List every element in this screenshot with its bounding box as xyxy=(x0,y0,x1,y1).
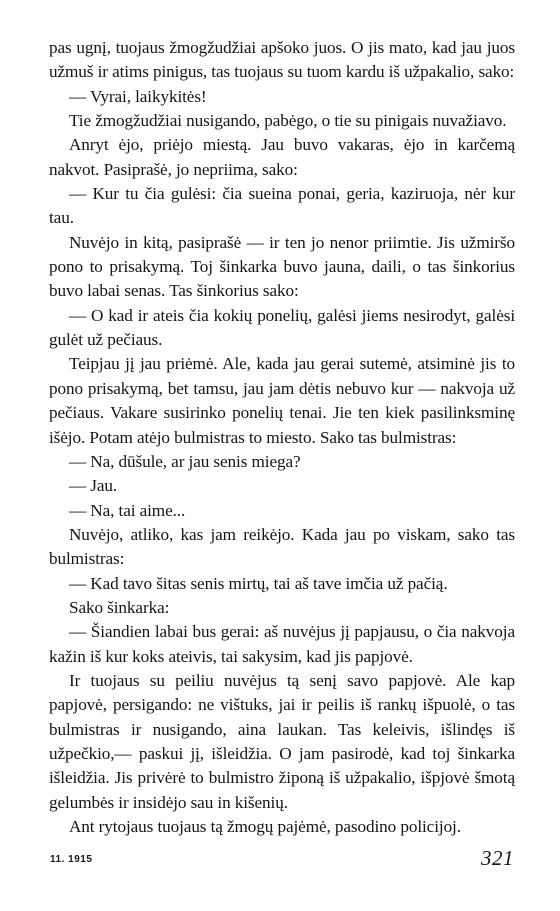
paragraph: — Kur tu čia gulėsi: čia sueina ponai, geria, kaziruoja, nėr kur tau. xyxy=(49,184,515,228)
paragraph: Tie žmogžudžiai nusigando, pabėgo, o tie su pinigais nuvažiavo. xyxy=(69,111,507,131)
paragraph: — O kad ir ateis čia kokių ponelių, galėsi jiems nesirodyt, galėsi gulėt už pečiaus. xyxy=(49,305,515,350)
paragraph: Nuvėjo, atliko, kas jam reikėjo. Kada jau po viskam, sako tas bulmistras: xyxy=(49,524,515,569)
paragraph: — Šiandien labai bus gerai: aš nuvėjus jį papjausu, o čia nakvoja kažin iš kur koks ateivis, tai sakysim, kad jis papjovė. xyxy=(49,622,515,666)
paragraph: Teipjau jį jau priėmė. Ale, kada jau gerai sutemė, atsiminė jis to pono prisakymą, bet tamsu, jau jam dėtis nebuvo kur — nakvoja už pečiaus. Vakare susirinko ponelių tenai. Jie ten kiek pasilinksminę išėjo. Potam atėjo bulmistras to miesto. Sako tas bulmistras: xyxy=(49,354,515,447)
paragraph: — Vyrai, laikykitės! xyxy=(69,86,207,106)
page-number: 321 xyxy=(481,846,514,870)
paragraph: — Kad tavo šitas senis mirtų, tai aš tave imčia už pačią. xyxy=(69,573,448,593)
paragraph: Ir tuojaus su peiliu nuvėjus tą senį savo papjovė. Ale kap papjovė, persigando: ne vištuks, jai ir peilis iš rankų išpuolė, o tas bulmistras ir nusigando, aina laukan. Tas keleivis, išlindęs iš užpečkio,— paskui jį, išleidžia. O jam pasirodė, kad toj šinkarka išleidžia. Jis privėrė to bulmistro žiponą iš užpakalio, išpjovė šmotą gelumbės ir insidėjo sau in kišenių. xyxy=(49,670,515,812)
paragraph: Ant rytojaus tuojaus tą žmogų pajėmė, pasodino policijoj. xyxy=(69,817,461,836)
paragraph: Sako šinkarka: xyxy=(69,597,170,617)
paragraph: — Na, tai aime... xyxy=(69,500,186,520)
printer-signature: 11. 1915 xyxy=(50,854,93,865)
paragraph: — Jau. xyxy=(69,476,118,496)
paragraph: pas ugnį, tuojaus žmogžudžiai apšoko juos. O jis mato, kad jau juos užmuš ir atims pinigus, tas tuojaus su tuom kardu iš užpakalio, sako: xyxy=(49,38,515,82)
paragraph: Anryt ėjo, priėjo miestą. Jau buvo vakaras, ėjo in karčemą nakvot. Pasiprašė, jo nepriima, sako: xyxy=(49,135,515,179)
page-body-text xyxy=(49,36,515,839)
paragraph: Nuvėjo in kitą, pasiprašė — ir ten jo nenor priimtie. Jis užmiršo pono to prisakymą. Toj šinkarka buvo jauna, daili, o tas šinkorius buvo labai senas. Tas šinkorius sako: xyxy=(49,232,515,301)
paragraph: — Na, dūšule, ar jau senis miega? xyxy=(69,451,301,471)
